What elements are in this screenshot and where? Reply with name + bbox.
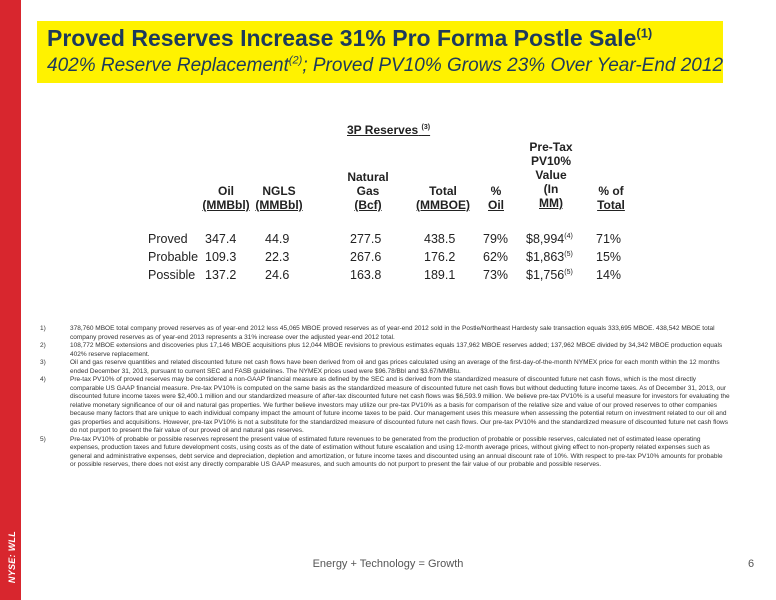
header-pct-oil-line2: Oil <box>487 198 504 212</box>
subtitle-part-b: ; Proved PV10% Grows 23% Over Year-End 2012 <box>302 55 724 76</box>
cell-ngls: 24.6 <box>265 268 290 282</box>
header-oil <box>196 184 256 212</box>
header-pct-total <box>586 184 636 212</box>
cell-gas: 277.5 <box>350 232 382 246</box>
header-total <box>408 184 478 212</box>
footnote-text: 378,760 MBOE total company proved reserves as of year-end 2012 less 45,065 MBOE proved reserves as of year-end 2012 sold in the Postle/Northeast Hardesty sale transaction equals 333,695 MBOE. 438,542 MBOE total company proved reserves as of year-end 2013 represents a 31% increase over the adjusted year-end 2012 total. <box>70 325 715 341</box>
header-pv10-line1: Pre-Tax <box>529 140 573 154</box>
cell-pv10-value: $1,756 <box>526 268 565 282</box>
header-total-line1: Total <box>429 184 457 198</box>
cell-total: 189.1 <box>424 268 456 282</box>
cell-pv10-value: $1,863 <box>526 250 565 264</box>
header-gas-line1: Natural <box>347 170 389 184</box>
sidebar-accent-bar <box>0 0 21 600</box>
footer-tagline: Energy + Technology = Growth <box>312 558 464 570</box>
page-number: 6 <box>748 558 755 570</box>
footnote-number: 3) <box>40 359 46 366</box>
slide-title-text: Proved Reserves Increase 31% Pro Forma Postle Sale <box>47 25 637 51</box>
title-banner <box>37 21 723 83</box>
slide-title <box>47 25 652 52</box>
table-caption-footnote-ref: (3) <box>421 124 431 131</box>
cell-pct-oil: 79% <box>483 232 509 246</box>
footnote-text: Pre-tax PV10% of probable or possible reserves represent the present value of estimated future revenues to be generated from the production of probable or possible reserves, calculated net of estimated lease operating expenses, production taxes and future development costs, using costs as of the date of estimation without future escalation and using 12-month average prices, without giving effect to non-property related expenses such as general and administrative expenses, debt service and depreciation, depletion and amortization, or future income taxes and discounted using an annual discount rate of 10%. With respect to pre-tax PV10% amounts for probable or possible reserves, there does not exist any directly comparable US GAAP measures, and such amounts do not purport to present the fair value of our probable and possible reserves. <box>70 435 723 468</box>
cell-ngls: 22.3 <box>265 250 290 264</box>
footnote <box>40 342 730 359</box>
cell-gas: 163.8 <box>350 268 382 282</box>
header-pct-total-line2: Total <box>597 198 625 212</box>
footnote-number: 5) <box>40 435 46 443</box>
cell-pv10 <box>526 250 573 264</box>
footnote-number: 1) <box>40 325 46 332</box>
cell-pv10 <box>526 232 573 246</box>
header-gas-line3: (Bcf) <box>354 198 382 212</box>
footnote <box>40 436 730 470</box>
footnote <box>40 359 730 376</box>
table-caption <box>347 123 430 137</box>
cell-gas: 267.6 <box>350 250 382 264</box>
header-pv10-line5: MM) <box>539 196 563 210</box>
footnote-text: 108,772 MBOE extensions and discoveries plus 17,146 MBOE acquisitions plus 12,044 MBOE revisions to previous estimates equals 137,962 MBOE reserves added; 137,962 MBOE divided by 34,342 MBOE production equals 402% reserve replacement. <box>70 342 723 358</box>
header-pv10 <box>518 140 584 210</box>
cell-pv10-footnote: (4) <box>564 232 573 240</box>
cell-pv10-value: $8,994 <box>526 232 565 246</box>
footnote-text: Oil and gas reserve quantities and related discounted future net cash flows have been derived from oil and gas prices calculated using an average of the first-day-of-the-month NYMEX price for each month within the 12 months ended December 31, 2013, pursuant to current SEC and FASB guidelines. The NYMEX prices used were $96.78/Bbl and $3.67/MMBtu. <box>70 359 720 375</box>
row-label: Proved <box>148 232 188 246</box>
header-pct-oil-line1: % <box>490 184 502 198</box>
cell-pv10 <box>526 268 573 282</box>
subtitle-part-a: 402% Reserve Replacement <box>47 55 289 76</box>
footnotes <box>40 325 730 470</box>
header-pct-total-line1: % of <box>598 184 624 198</box>
header-ngls-line1: NGLS <box>262 184 296 198</box>
footnote <box>40 376 730 436</box>
header-total-line2: (MMBOE) <box>416 198 470 212</box>
ticker-label: NYSE: WLL <box>7 530 17 584</box>
cell-total: 438.5 <box>424 232 456 246</box>
header-oil-line1: Oil <box>217 184 234 198</box>
cell-pct-total: 71% <box>596 232 622 246</box>
cell-ngls: 44.9 <box>265 232 290 246</box>
cell-total: 176.2 <box>424 250 456 264</box>
footnote-text: Pre-tax PV10% of proved reserves may be considered a non-GAAP financial measure as defined by the SEC and is derived from the standardized measure of discounted future net cash flows, which is the most directly comparable US GAAP financial measure. Pre-tax PV10% is computed on the same basis as the standardized measure of discounted future net cash flows but without deducting future income taxes. As of December 31, 2013, our discounted future income taxes were $2,400.1 million and our standardized measure of after-tax discounted future net cash flows was $6,593.9 million. We believe pre-tax PV10% is a useful measure for investors for evaluating the relative monetary significance of our oil and natural gas properties. We further believe investors may utilize our pre-tax PV10% as a basis for comparison of the relative size and value of our proved reserves to other companies because many factors that are unique to each individual company impact the amount of future income taxes to be paid. Our management uses this measure when assessing the potential return on investment related to our oil and gas properties and acquisitions. However, pre-tax PV10% is not a substitute for the standardized measure of discounted future net cash flows. Our pre-tax PV10% and the standardized measure of discounted future net cash flows do not purport to present the fair value of our proved oil and natural gas reserves. <box>70 376 730 434</box>
footnote-number: 2) <box>40 342 46 349</box>
header-gas-line2: Gas <box>356 184 380 198</box>
header-oil-line2: (MMBbl) <box>202 198 250 212</box>
header-pct-oil <box>476 184 516 212</box>
cell-pct-oil: 62% <box>483 250 509 264</box>
row-label: Probable <box>148 250 199 264</box>
header-pv10-line3: Value <box>535 168 567 182</box>
table-caption-text: 3P Reserves <box>347 123 419 137</box>
cell-pct-total: 15% <box>596 250 622 264</box>
header-ngls-line2: (MMBbl) <box>255 198 303 212</box>
footnote-number: 4) <box>40 376 46 383</box>
header-pv10-line4: (In <box>543 182 559 196</box>
header-ngls <box>248 184 310 212</box>
subtitle-footnote-ref: (2) <box>288 54 303 67</box>
cell-oil: 109.3 <box>205 250 237 264</box>
cell-oil: 347.4 <box>205 232 237 246</box>
header-gas <box>338 170 398 212</box>
row-label: Possible <box>148 268 196 282</box>
title-footnote-ref: (1) <box>636 25 653 41</box>
slide-subtitle <box>47 55 723 77</box>
cell-pct-total: 14% <box>596 268 622 282</box>
footnote <box>40 325 730 342</box>
cell-pv10-footnote: (5) <box>564 250 573 258</box>
cell-pct-oil: 73% <box>483 268 509 282</box>
cell-pv10-footnote: (5) <box>564 268 573 276</box>
header-pv10-line2: PV10% <box>530 154 572 168</box>
cell-oil: 137.2 <box>205 268 237 282</box>
